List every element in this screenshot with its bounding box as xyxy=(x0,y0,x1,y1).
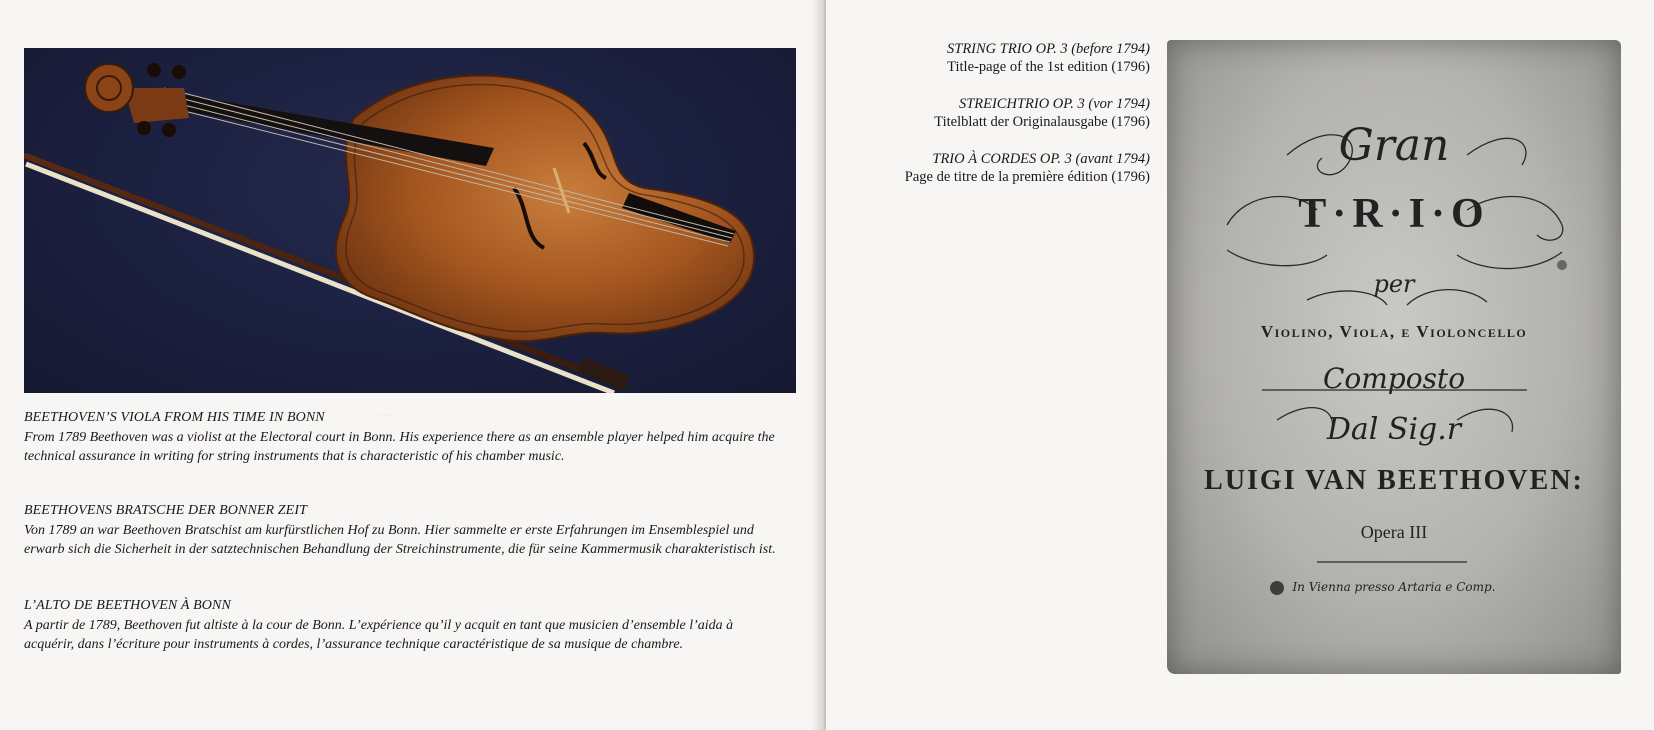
title-publisher: In Vienna presso Artaria e Comp. xyxy=(1292,580,1496,594)
title-composto: Composto xyxy=(1322,362,1466,395)
caption-title: BEETHOVENS BRATSCHE DER BONNER ZEIT xyxy=(24,503,307,518)
title-instruments: Violino, Viola, e Violoncello xyxy=(1260,322,1528,341)
caption-text: A partir de 1789, Beethoven fut altiste à la cour de Bonn. L’expérience qu’il y acquit en tant que musicien d’ensemble l’aida à acquérir, dans l’écriture pour instruments à cordes, l’assurance technique caractéristique de sa musique de chambre. xyxy=(24,618,734,652)
caption-german xyxy=(24,503,784,559)
caption-text: Title-page of the 1st edition (1796) xyxy=(947,59,1150,75)
viola-photo xyxy=(24,48,796,393)
caption-german xyxy=(934,95,1150,131)
caption-french xyxy=(24,598,784,654)
caption-title: STRING TRIO OP. 3 (before 1794) xyxy=(947,41,1150,57)
caption-text: Titelblatt der Originalausgabe (1796) xyxy=(934,114,1150,130)
title-dal-sigr: Dal Sig.r xyxy=(1326,412,1462,447)
title-opera: Opera III xyxy=(1360,522,1428,542)
caption-title: BEETHOVEN’S VIOLA FROM HIS TIME IN BONN xyxy=(24,410,325,425)
left-page xyxy=(0,0,822,730)
title-page-captions xyxy=(826,40,1150,200)
caption-title: STREICHTRIO OP. 3 (vor 1794) xyxy=(958,96,1150,112)
caption-english xyxy=(24,410,784,466)
title-page-scan xyxy=(1167,40,1621,674)
title-trio: T·R·I·O xyxy=(1298,191,1490,237)
title-per: per xyxy=(1373,270,1415,298)
caption-title: L’ALTO DE BEETHOVEN À BONN xyxy=(24,598,231,613)
caption-text: Page de titre de la première édition (1796) xyxy=(904,169,1150,185)
caption-english xyxy=(947,40,1150,76)
viola-illustration xyxy=(24,48,796,393)
caption-title: TRIO À CORDES OP. 3 (avant 1794) xyxy=(932,151,1150,167)
caption-text: Von 1789 an war Beethoven Bratschist am kurfürstlichen Hof zu Bonn. Hier sammelte er erste Erfahrungen im Ensemblespiel und erwarb sich die Sicherheit in der satztechnischen Behandlung der Streichinstrumente, die für seine Kammermusik charakteristisch ist. xyxy=(24,523,776,557)
caption-french xyxy=(905,150,1150,186)
title-composer: LUIGI VAN BEETHOVEN: xyxy=(1204,465,1584,496)
caption-text: From 1789 Beethoven was a violist at the Electoral court in Bonn. His experience there as an ensemble player helped him acquire the technical assurance in writing for string instruments that is characteristic of his chamber music. xyxy=(24,430,775,464)
bleed-through-text: — xyxy=(380,407,394,422)
title-gran: Gran xyxy=(1338,120,1450,171)
